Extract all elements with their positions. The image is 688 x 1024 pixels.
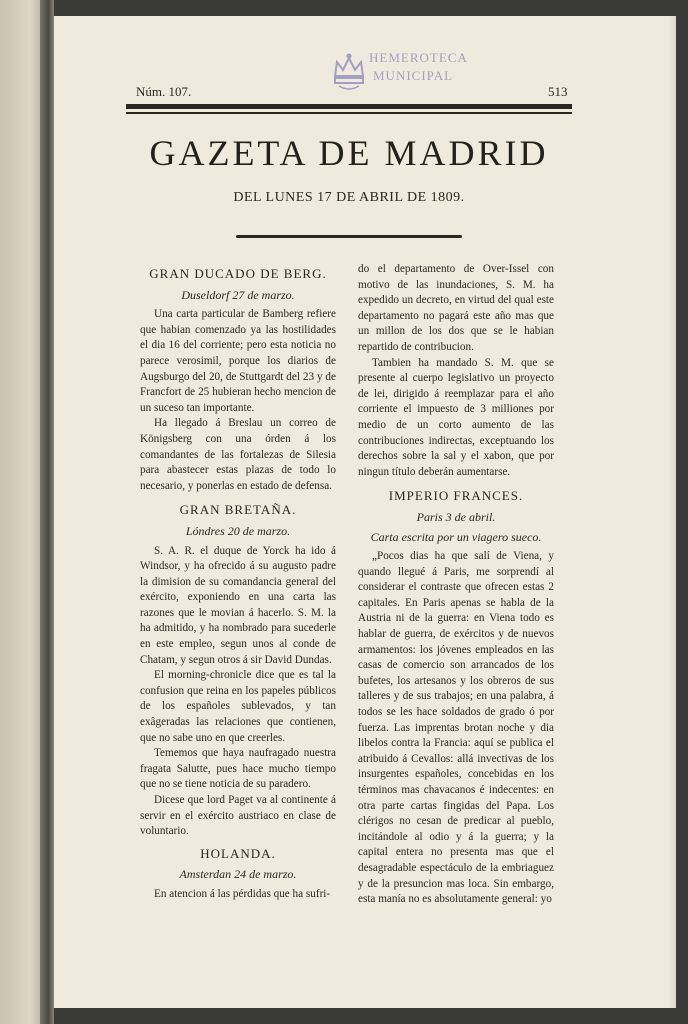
masthead-title: GAZETA DE MADRID — [149, 133, 549, 173]
paragraph: Dicese que lord Paget va al continente á servir en el exército austriaco en clase de voluntario. — [140, 794, 336, 838]
paragraph: Tememos que haya naufragado nuestra fragata Salutte, pues hace mucho tiempo que no se tiene noticia de su paradero. — [140, 747, 336, 791]
top-rule-thin — [126, 112, 572, 114]
ornamental-rule — [236, 235, 462, 238]
letter-title: Carta escrita por un viagero sueco. — [370, 529, 542, 544]
paragraph: Ha llegado á Breslau un correo de Königsberg con una órden á los comandantes de las fortalezas de Silesia para abastecer estas plazas de todo lo necesario, y ponerlas en estado de defensa. — [140, 417, 336, 492]
section-dateline: Duseldorf 27 de marzo. — [181, 287, 295, 302]
paragraph: Tambien ha mandado S. M. que se presente al cuerpo legislativo un proyecto de lei, dirigido á reemplazar para el año corriente el impuesto de 3 milliones por medio de un corto aumento de las contribuciones indirectas, exceptuando los derechos sobre la sal y el xabon, que por ningun título deberán aumentarse. — [358, 356, 554, 478]
paragraph: „Pocos dias ha que salí de Viena, y quando llegué á Paris, me sorprendí al considerar el contraste que ofrecen estas 2 capitales. En Paris apenas se habla de la Austria ni de la guerra: en Viena todo es hablar de guerra, de exércitos y de nuevos armamentos: los jóvenes empleados en las casas de comercio son arrancados de los bufetes, los artesanos y los obreros de sus talleres y de sus trabajos; en una palabra, á todos se les hace soldados de grado ó por fuerza. Las imprentas brotan noche y dia libelos contra la Francia: aquí se publica el atribuido á Cevallos: allá invectivas de los insurgentes españoles, concebidas en los términos mas chavacanos é indecentes: en otra parte cartas fingidas del Papa. Los clérigos no cesan de predicar al pueblo, incitándole al odio y á la guerra; y la capital entera no presenta mas que el desagradable espectáculo de la embriaguez y de la presuncion mas loca. Sin embargo, esta manía no es absolutamente general: yo — [358, 550, 554, 906]
issue-date: DEL LUNES 17 DE ABRIL DE 1809. — [233, 190, 465, 205]
book-gutter — [40, 0, 54, 1024]
crown-emblem-icon — [329, 50, 369, 92]
library-stamp — [329, 48, 489, 96]
issue-number: Núm. 107. — [136, 84, 192, 99]
section-heading: HOLANDA. — [200, 845, 276, 861]
page-edge-shadow — [668, 16, 676, 1008]
newspaper-page — [54, 16, 676, 1008]
paragraph: En atencion á las pérdidas que ha sufri- — [154, 887, 331, 900]
top-rule — [126, 104, 572, 109]
section-dateline: Lóndres 20 de marzo. — [185, 523, 291, 538]
page-number: 513 — [548, 84, 568, 99]
stamp-line-1: HEMEROTECA — [369, 50, 468, 65]
stamp-line-2: MUNICIPAL — [373, 68, 454, 83]
section-dateline: Paris 3 de abril. — [416, 509, 496, 524]
section-dateline: Amsterdan 24 de marzo. — [179, 867, 297, 882]
paragraph: S. A. R. el duque de Yorck ha ido á Windsor, y ha ofrecido á su augusto padre la dimision de su comandancia general del exército, exponiendo en una carta las razones que le movian á hacerlo. S. M. la ha admitido, y ha nombrado para sucederle en este empleo, segun unos al conde de Chatam, y segun otros á sir David Dundas. — [140, 544, 336, 666]
paragraph: Una carta particular de Bamberg refiere que habian comenzado ya las hostilidades el dia 16 del corriente; pero esta noticia no parece verosimil, porque los diarios de Augsburgo del 20, de Stuttgardt del 23 y de Francfort de 25 hubieran hecho mencion de un suceso tan importante. — [140, 308, 336, 414]
paragraph: do el departamento de Over-Issel con motivo de las inundaciones, S. M. ha expedido un decreto, en virtud del qual este departamento no pagará este año mas que un millon de los dos que se le habian repartido de contribucion. — [358, 263, 554, 353]
left-column — [140, 262, 336, 903]
right-column — [358, 262, 554, 908]
section-heading: GRAN DUCADO DE BERG. — [149, 266, 327, 281]
section-heading: GRAN BRETAÑA. — [179, 502, 297, 518]
section-heading: IMPERIO FRANCES. — [388, 488, 524, 504]
paragraph: El morning-chronicle dice que es tal la confusion que reina en los papeles públicos de los españoles sublevados, y tan exâgeradas las relaciones que contienen, que no sabe uno en que creerles. — [140, 669, 336, 744]
